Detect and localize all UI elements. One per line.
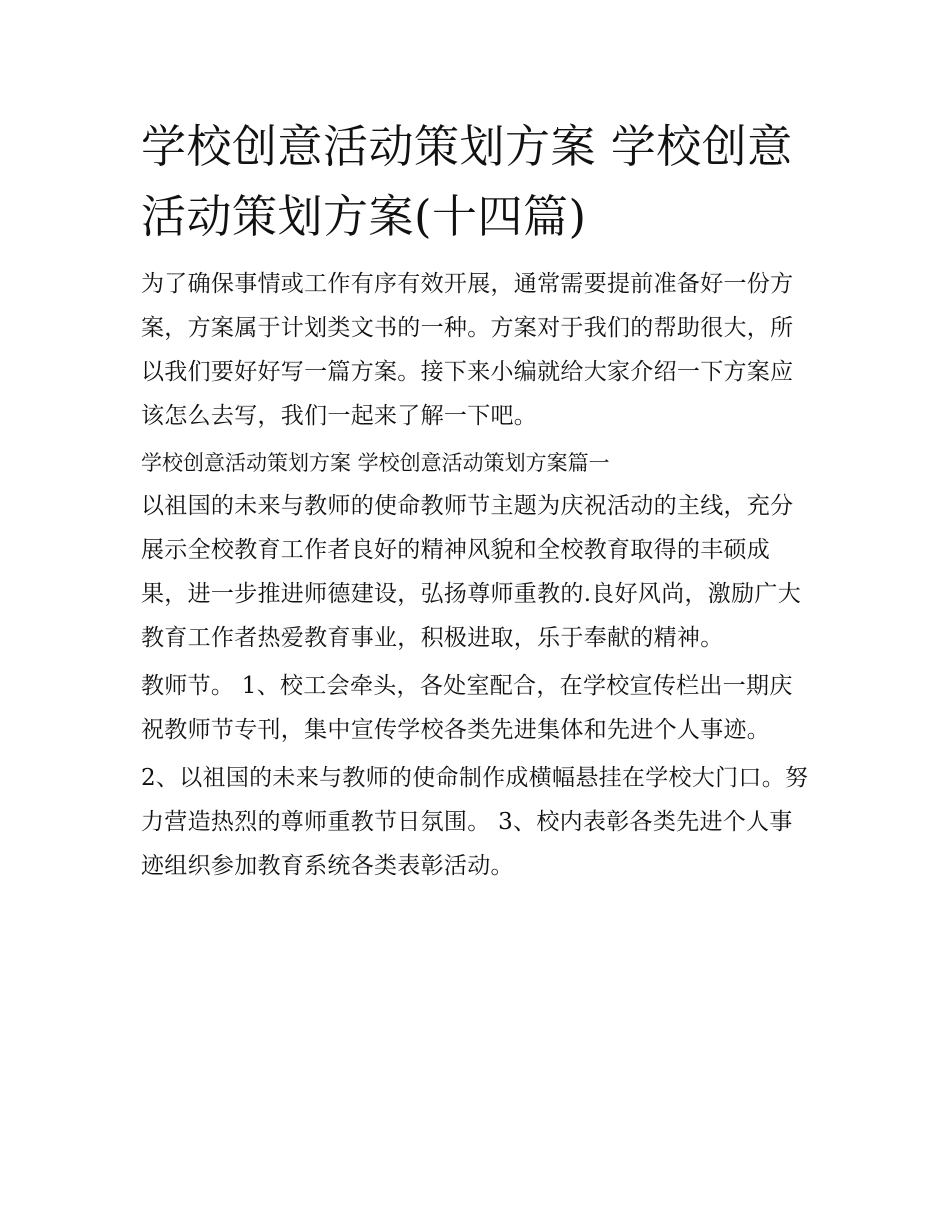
body-paragraph-1: 以祖国的未来与教师的使命教师节主题为庆祝活动的主线，充分展示全校教育工作者良好的精神风貌和全校教育取得的丰硕成果，进一步推进师德建设，弘扬尊师重教的.良好风尚，激励广大教育工作者热爱教育事业，积极进取，乐于奉献的精神。: [141, 493, 802, 651]
section-heading: 学校创意活动策划方案 学校创意活动策划方案篇一: [141, 451, 610, 475]
body-paragraph-2: 教师节。 1、校工会牵头，各处室配合，在学校宣传栏出一期庆祝教师节专刊，集中宣传学校各类先进集体和先进个人事迹。: [141, 673, 793, 743]
body-paragraph-3: 2、以祖国的未来与教师的使命制作成横幅悬挂在学校大门口。努力营造热烈的尊师重教节日氛围。 3、校内表彰各类先进个人事迹组织参加教育系统各类表彰活动。: [141, 765, 809, 879]
intro-paragraph: 为了确保事情或工作有序有效开展，通常需要提前准备好一份方案，方案属于计划类文书的一种。方案对于我们的帮助很大，所以我们要好好写一篇方案。接下来小编就给大家介绍一下方案应该怎么去写，我们一起来了解一下吧。: [141, 271, 794, 429]
document-title: 学校创意活动策划方案 学校创意活动策划方案(十四篇): [141, 120, 793, 243]
document-body: [141, 112, 813, 888]
